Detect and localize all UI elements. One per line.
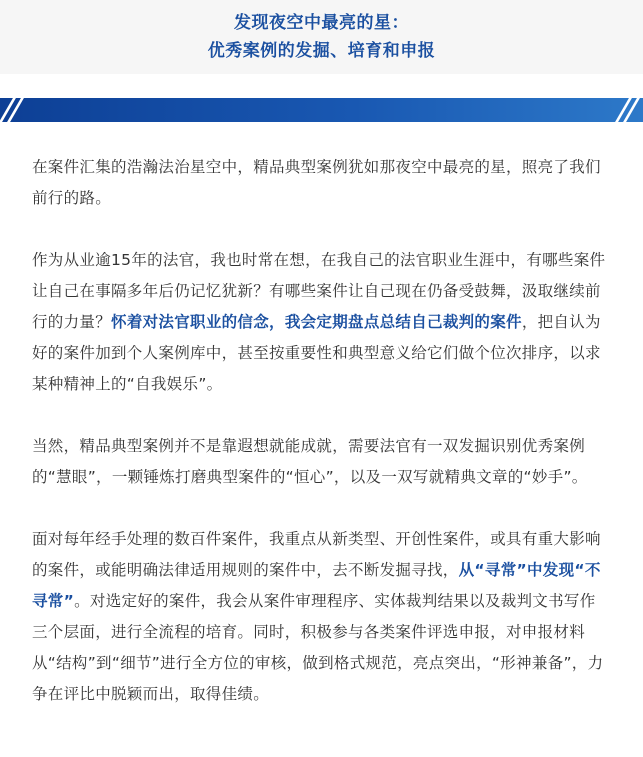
paragraph-2: [32, 245, 611, 400]
article-body: [0, 122, 643, 710]
paragraph-4: [32, 524, 611, 710]
paragraph-3: [32, 431, 611, 493]
article-title-line-2: 优秀案例的发掘、培育和申报: [207, 41, 436, 61]
paragraph-4-text-before: 面对每年经手处理的数百件案件，我重点从新类型、开创性案件，或具有重大影响的案件，或能明确法律适用规则的案件中，去不断发掘寻找，: [32, 530, 601, 579]
paragraph-4-highlight: 从“寻常”中发现“不寻常”: [32, 561, 601, 610]
paragraph-1: [32, 152, 611, 214]
header-spacer: [0, 74, 643, 98]
paragraph-2-text-after: ，把自认为好的案件加到个人案例库中，甚至按重要性和典型意义给它们做个位次排序，以求某种精神上的“自我娱乐”。: [32, 313, 601, 393]
paragraph-2-highlight: 怀着对法官职业的信念，我会定期盘点总结自己裁判的案件: [111, 313, 522, 331]
paragraph-1-text: 在案件汇集的浩瀚法治星空中，精品典型案例犹如那夜空中最亮的星，照亮了我们前行的路。: [32, 158, 601, 207]
article-title-line-1: 发现夜空中最亮的星：: [234, 13, 409, 33]
decorative-band: [0, 98, 643, 122]
article-header: [0, 0, 643, 74]
paragraph-3-text: 当然，精品典型案例并不是靠遐想就能成就，需要法官有一双发掘识别优秀案例的“慧眼”，一颗锤炼打磨典型案件的“恒心”，以及一双写就精典文章的“妙手”。: [32, 437, 588, 486]
paragraph-4-text-after: 。对选定好的案件，我会从案件审理程序、实体裁判结果以及裁判文书写作三个层面，进行全流程的培育。同时，积极参与各类案件评选申报，对申报材料从“结构”到“细节”进行全方位的审核，做到格式规范，亮点突出，“形神兼备”，力争在评比中脱颖而出，取得佳绩。: [32, 592, 604, 703]
paragraph-2-text-before: 作为从业逾15年的法官，我也时常在想，在我自己的法官职业生涯中，有哪些案件让自己在事隔多年后仍记忆犹新？有哪些案件让自己现在仍备受鼓舞，汲取继续前行的力量？: [32, 251, 606, 331]
